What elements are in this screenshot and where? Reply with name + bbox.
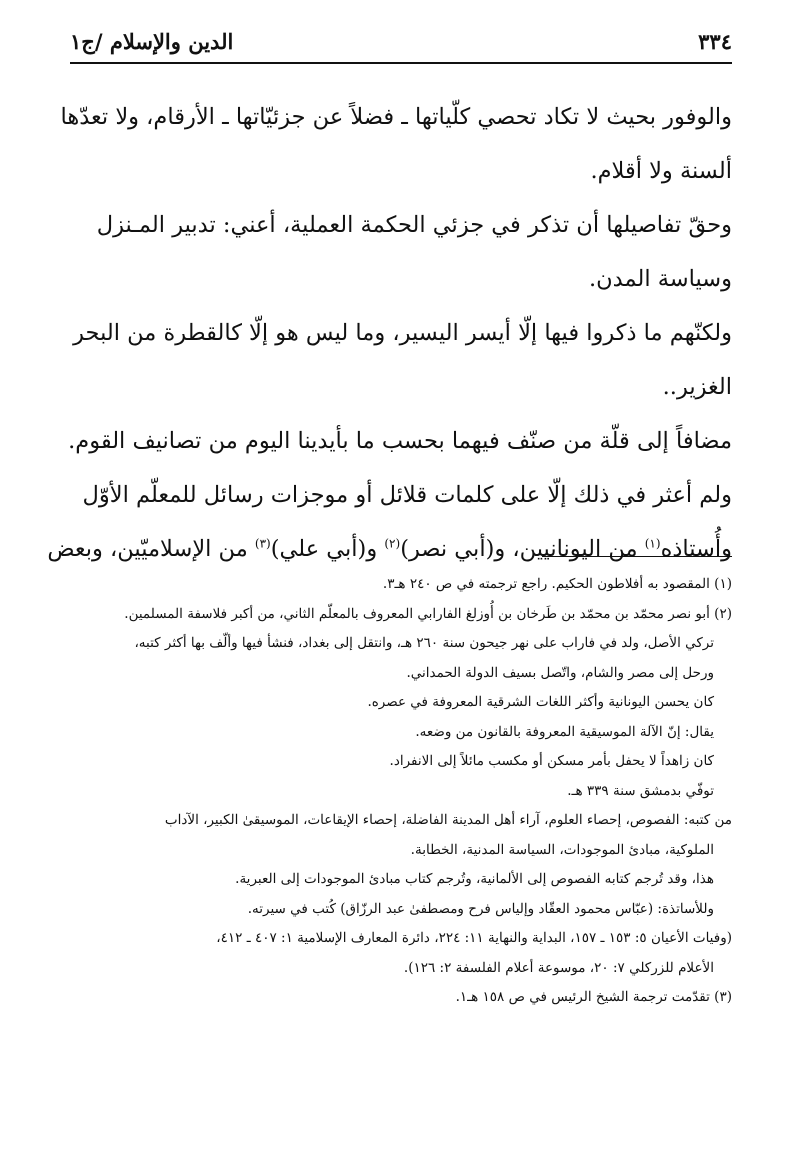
body-line-with-refs: [47, 522, 732, 576]
body-text-segment: من الإسلاميّين، وبعض: [47, 536, 255, 562]
footnote-line: (٢) أبو نصر محمّد بن محمّد بن طَرخان بن أُوزلغ الفارابي المعروف بالمعلّم الثاني، من أكبر فلاسفة المسلمين.: [124, 605, 732, 622]
footnote-line: الأعلام للزركلي ٧: ٢٠، موسوعة أعلام الفلسفة ٢: ١٢٦).: [403, 959, 714, 976]
footnote-line: من كتبه: الفصوص، إحصاء العلوم، آراء أهل المدينة الفاضلة، إحصاء الإيقاعات، الموسيقىٰ الكبير، الآداب: [164, 812, 732, 828]
page-header: [70, 26, 732, 56]
footnote-line: هذا، وقد تُرجم كتابه الفصوص إلى الألمانية، وتُرجم كتاب مبادئ الموجودات إلى العبرية.: [235, 871, 714, 887]
footnote-line: وللأساتذة: (عبّاس محمود العقّاد وإلياس فرح ومصطفىٰ عبد الرزّاق) كُتب في سيرته.: [247, 900, 714, 917]
body-line: وسياسة المدن.: [588, 266, 732, 292]
footnote-line: ورحل إلى مصر والشام، واتّصل بسيف الدولة الحمداني.: [406, 664, 714, 681]
body-text-segment: و(أبي علي): [270, 536, 385, 562]
running-title: الدين والإسلام /ج١: [70, 28, 234, 54]
body-line: ولكنّهم ما ذكروا فيها إلّا أيسر اليسير، وما ليس هو إلّا كالقطرة من البحر: [73, 320, 732, 346]
footnote-line: توفّي بدمشق سنة ٣٣٩ هـ.: [567, 782, 714, 799]
footnote-line: تركي الأصل، ولد في فاراب على نهر جيحون سنة ٢٦٠ هـ، وانتقل إلى بغداد، فنشأ فيها وألّف بها أكثر كتبه،: [134, 635, 714, 651]
footnote-line: يقال: إنّ الآلة الموسيقية المعروفة بالقانون من وضعه.: [415, 723, 714, 740]
body-line: والوفور بحيث لا تكاد تحصي كلّياتها ـ فضلاً عن جزئيّاتها ـ الأرقام، ولا تعدّها: [60, 104, 732, 130]
footnote-line: (١) المقصود به أفلاطون الحكيم. راجع ترجمته في ص ٢٤٠ هـ٣.: [382, 576, 732, 592]
page-number: ٣٣٤: [698, 28, 732, 54]
footnote-ref-3: (٣): [254, 536, 271, 551]
body-paragraphs: [47, 90, 732, 576]
body-line: ألسنة ولا أقلام.: [590, 158, 732, 184]
body-line: وحقّ تفاصيلها أن تذكر في جزئي الحكمة العملية، أعني: تدبير المـنزل: [96, 212, 732, 238]
footnote-line: الملوكية، مبادئ الموجودات، السياسة المدنية، الخطابة.: [410, 841, 714, 858]
footnote-ref-2: (٢): [384, 536, 401, 551]
header-divider: [70, 62, 732, 64]
footnote-line: (وفيات الأعيان ٥: ١٥٣ ـ ١٥٧، البداية والنهاية ١١: ٢٢٤، دائرة المعارف الإسلامية ١: ٤٠٧ ـ ٤١٢،: [216, 930, 732, 946]
footnotes: [70, 570, 732, 1013]
main-text: [47, 90, 732, 576]
body-line: ولم أعثر في ذلك إلّا على كلمات قلائل أو موجزات رسائل للمعلّم الأوّل: [82, 482, 732, 508]
footnote-line: كان زاهداً لا يحفل بأمر مسكن أو مكسب مائلاً إلى الانفراد.: [389, 753, 714, 769]
footnote-line: كان يحسن اليونانية وأكثر اللغات الشرقية المعروفة في عصره.: [367, 694, 714, 710]
footnote-line: (٣) تقدّمت ترجمة الشيخ الرئيس في ص ١٥٨ هـ١.: [455, 989, 732, 1005]
footnote-divider: [542, 556, 732, 557]
body-line: الغزير..: [662, 374, 732, 400]
body-text-segment: وأُستاذه: [660, 536, 732, 562]
body-text-segment: من اليونانيين، و(أبي نصر): [400, 536, 645, 562]
footnote-ref-1: (١): [644, 536, 661, 551]
body-line: مضافاً إلى قلّة من صنّف فيهما بحسب ما بأيدينا اليوم من تصانيف القوم.: [68, 428, 732, 454]
